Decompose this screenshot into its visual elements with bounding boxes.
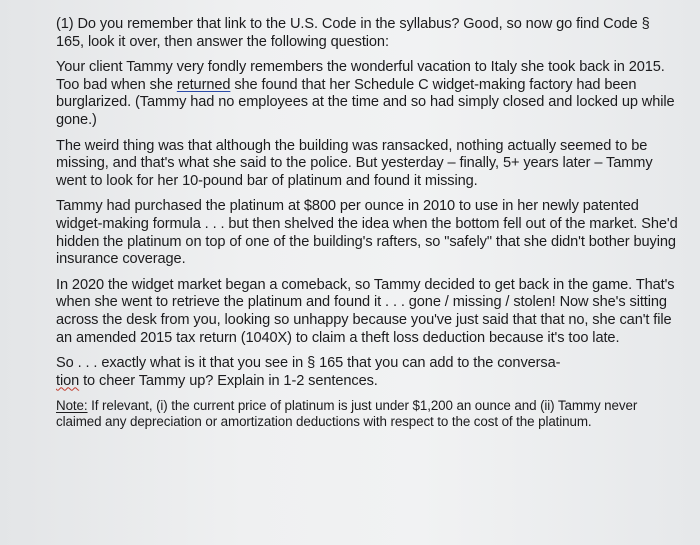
paragraph-ransacked: [56, 138, 678, 191]
question-heading: [56, 16, 678, 51]
question-text: (1) Do you remember that link to the U.S. Code in the syllabus? Good, so now go find Code § 165, look it over, then answer the following question:: [56, 16, 650, 50]
paragraph-vacation-text-b: she found that her Schedule C widget-making factory had been burglarized. (Tammy had no employees at the time and so had simply closed and locked up while gone.): [56, 76, 675, 128]
paragraph-platinum-purchase-text: Tammy had purchased the platinum at $800 per ounce in 2010 to use in her newly patented widget-making formula . . . but then shelved the idea when the bottom fell out of the market. She'd hidden the platinum on top of one of the building's rafters, so "safely" that she didn't bother buying insurance coverage.: [56, 198, 678, 268]
note-label: Note:: [56, 398, 88, 414]
tion-spellcheck-word: tion: [56, 372, 80, 389]
returned-underlined-word: returned: [176, 76, 231, 93]
paragraph-prompt: [56, 355, 678, 390]
paragraph-vacation-text-a: Your client Tammy very fondly remembers the wonderful vacation to Italy she took back in 2015. Too bad when she: [56, 59, 665, 93]
paragraph-prompt-text-b: to cheer Tammy up? Explain in 1-2 sentences.: [79, 372, 378, 389]
paragraph-ransacked-text: The weird thing was that although the building was ransacked, nothing actually seemed to be missing, and that's what she said to the police. But yesterday – finally, 5+ years later – Tammy went to look for her 10-pound bar of platinum and found it missing.: [56, 137, 653, 189]
paragraph-prompt-text-a: So . . . exactly what is it that you see in § 165 that you can add to the conversa-: [56, 355, 561, 372]
paragraph-vacation: [56, 59, 678, 129]
paragraph-comeback: [56, 277, 678, 347]
note-text: If relevant, (i) the current price of platinum is just under $1,200 an ounce and (ii) Tammy never claimed any depreciation or amortization deductions with respect to the cost of the platinum.: [56, 398, 638, 430]
paragraph-platinum-purchase: [56, 198, 678, 268]
note-paragraph: [56, 398, 678, 430]
paragraph-comeback-text: In 2020 the widget market began a comeback, so Tammy decided to get back in the game. That's when she went to retrieve the platinum and found it . . . gone / missing / stolen! Now she's sitting across the desk from you, looking so unhappy because you've just said that that no, she can't file an amended 2015 tax return (1040X) to claim a theft loss deduction because it's too late.: [56, 276, 675, 346]
